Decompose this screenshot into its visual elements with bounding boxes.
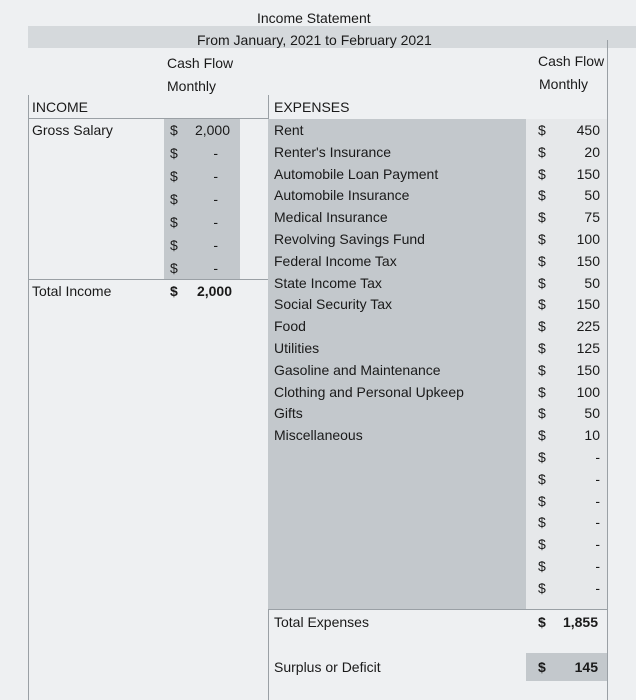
statement-title: Income Statement — [257, 10, 371, 26]
expense-dollar-sign: $ — [538, 209, 546, 225]
income-value: - — [213, 168, 218, 184]
expense-dollar-sign: $ — [538, 514, 546, 530]
expense-label: Medical Insurance — [274, 209, 388, 225]
expense-dollar-sign: $ — [538, 493, 546, 509]
income-dollar-sign: $ — [170, 145, 178, 161]
expense-value: - — [595, 471, 600, 487]
expense-dollar-sign: $ — [538, 362, 546, 378]
expense-dollar-sign: $ — [538, 384, 546, 400]
expense-value: 150 — [576, 296, 600, 312]
income-dollar-sign: $ — [170, 191, 178, 207]
expense-value: 125 — [576, 340, 600, 356]
expense-value: 150 — [576, 166, 600, 182]
expense-dollar-sign: $ — [538, 558, 546, 574]
expense-value: - — [595, 580, 600, 596]
income-heading: INCOME — [32, 99, 88, 115]
income-col-header-2: Monthly — [167, 78, 217, 94]
expense-label: Automobile Insurance — [274, 187, 410, 203]
expense-label: Food — [274, 318, 306, 334]
expense-label: Utilities — [274, 340, 320, 356]
expense-col-header-1: Cash Flow — [538, 53, 605, 69]
expense-dollar-sign: $ — [538, 122, 546, 138]
expense-label: State Income Tax — [274, 275, 382, 291]
expense-value: 75 — [584, 209, 600, 225]
expense-col-header-2: Monthly — [539, 76, 589, 92]
income-value: - — [213, 237, 218, 253]
total-income-label: Total Income — [32, 283, 112, 299]
expense-value: 100 — [576, 384, 600, 400]
expense-value: 10 — [584, 427, 600, 443]
income-dollar-sign: $ — [170, 122, 178, 138]
expense-value: 50 — [584, 275, 600, 291]
expense-label: Miscellaneous — [274, 427, 363, 443]
expense-dollar-sign: $ — [538, 405, 546, 421]
expense-label: Clothing and Personal Upkeep — [274, 384, 464, 400]
income-value: - — [213, 191, 218, 207]
expense-value: 225 — [576, 318, 600, 334]
surplus-deficit-label: Surplus or Deficit — [274, 659, 381, 675]
expense-value: 450 — [576, 122, 600, 138]
income-value: - — [213, 145, 218, 161]
left-border — [28, 95, 29, 700]
expense-value: - — [595, 536, 600, 552]
expense-dollar-sign: $ — [538, 253, 546, 269]
expense-value: - — [595, 514, 600, 530]
expense-dollar-sign: $ — [538, 166, 546, 182]
expense-value: - — [595, 493, 600, 509]
expense-dollar-sign: $ — [538, 427, 546, 443]
total-expenses-value: 1,855 — [562, 614, 598, 630]
expense-dollar-sign: $ — [538, 187, 546, 203]
expense-dollar-sign: $ — [538, 275, 546, 291]
total-expenses-label: Total Expenses — [274, 614, 369, 630]
expense-label: Social Security Tax — [274, 296, 393, 312]
expense-label: Gifts — [274, 405, 303, 421]
total-income-divider — [28, 279, 268, 280]
expense-value: 20 — [584, 144, 600, 160]
expenses-heading: EXPENSES — [274, 99, 350, 115]
gross-salary-label: Gross Salary — [32, 122, 113, 138]
expense-dollar-sign: $ — [538, 536, 546, 552]
expense-label: Gasoline and Maintenance — [274, 362, 441, 378]
expense-value: 150 — [576, 362, 600, 378]
income-value: - — [213, 260, 218, 276]
expense-value: 50 — [584, 187, 600, 203]
income-value: - — [213, 214, 218, 230]
expense-label: Revolving Savings Fund — [274, 231, 425, 247]
income-dollar-sign: $ — [170, 168, 178, 184]
total-expenses-divider — [268, 609, 607, 610]
right-border — [607, 40, 608, 700]
surplus-dollar-sign: $ — [538, 659, 546, 675]
expense-dollar-sign: $ — [538, 144, 546, 160]
expense-label: Federal Income Tax — [274, 253, 397, 269]
gross-salary-value: 2,000 — [194, 122, 230, 138]
total-income-value: 2,000 — [196, 283, 232, 299]
expense-dollar-sign: $ — [538, 296, 546, 312]
income-col-header-1: Cash Flow — [167, 55, 234, 71]
expense-dollar-sign: $ — [538, 471, 546, 487]
income-dollar-sign: $ — [170, 214, 178, 230]
expense-dollar-sign: $ — [538, 340, 546, 356]
expense-dollar-sign: $ — [538, 580, 546, 596]
total-expenses-dollar-sign: $ — [538, 614, 546, 630]
surplus-value: 145 — [574, 659, 598, 675]
income-dollar-sign: $ — [170, 260, 178, 276]
total-income-dollar-sign: $ — [170, 283, 178, 299]
expense-value: 100 — [576, 231, 600, 247]
expense-label: Renter's Insurance — [274, 144, 392, 160]
expense-value: 50 — [584, 405, 600, 421]
expense-value: - — [595, 449, 600, 465]
expense-value: - — [595, 558, 600, 574]
statement-period: From January, 2021 to February 2021 — [197, 32, 432, 48]
income-dollar-sign: $ — [170, 237, 178, 253]
expense-value: 150 — [576, 253, 600, 269]
expense-label: Automobile Loan Payment — [274, 166, 439, 182]
expense-dollar-sign: $ — [538, 449, 546, 465]
expense-label: Rent — [274, 122, 304, 138]
expense-dollar-sign: $ — [538, 318, 546, 334]
expense-dollar-sign: $ — [538, 231, 546, 247]
